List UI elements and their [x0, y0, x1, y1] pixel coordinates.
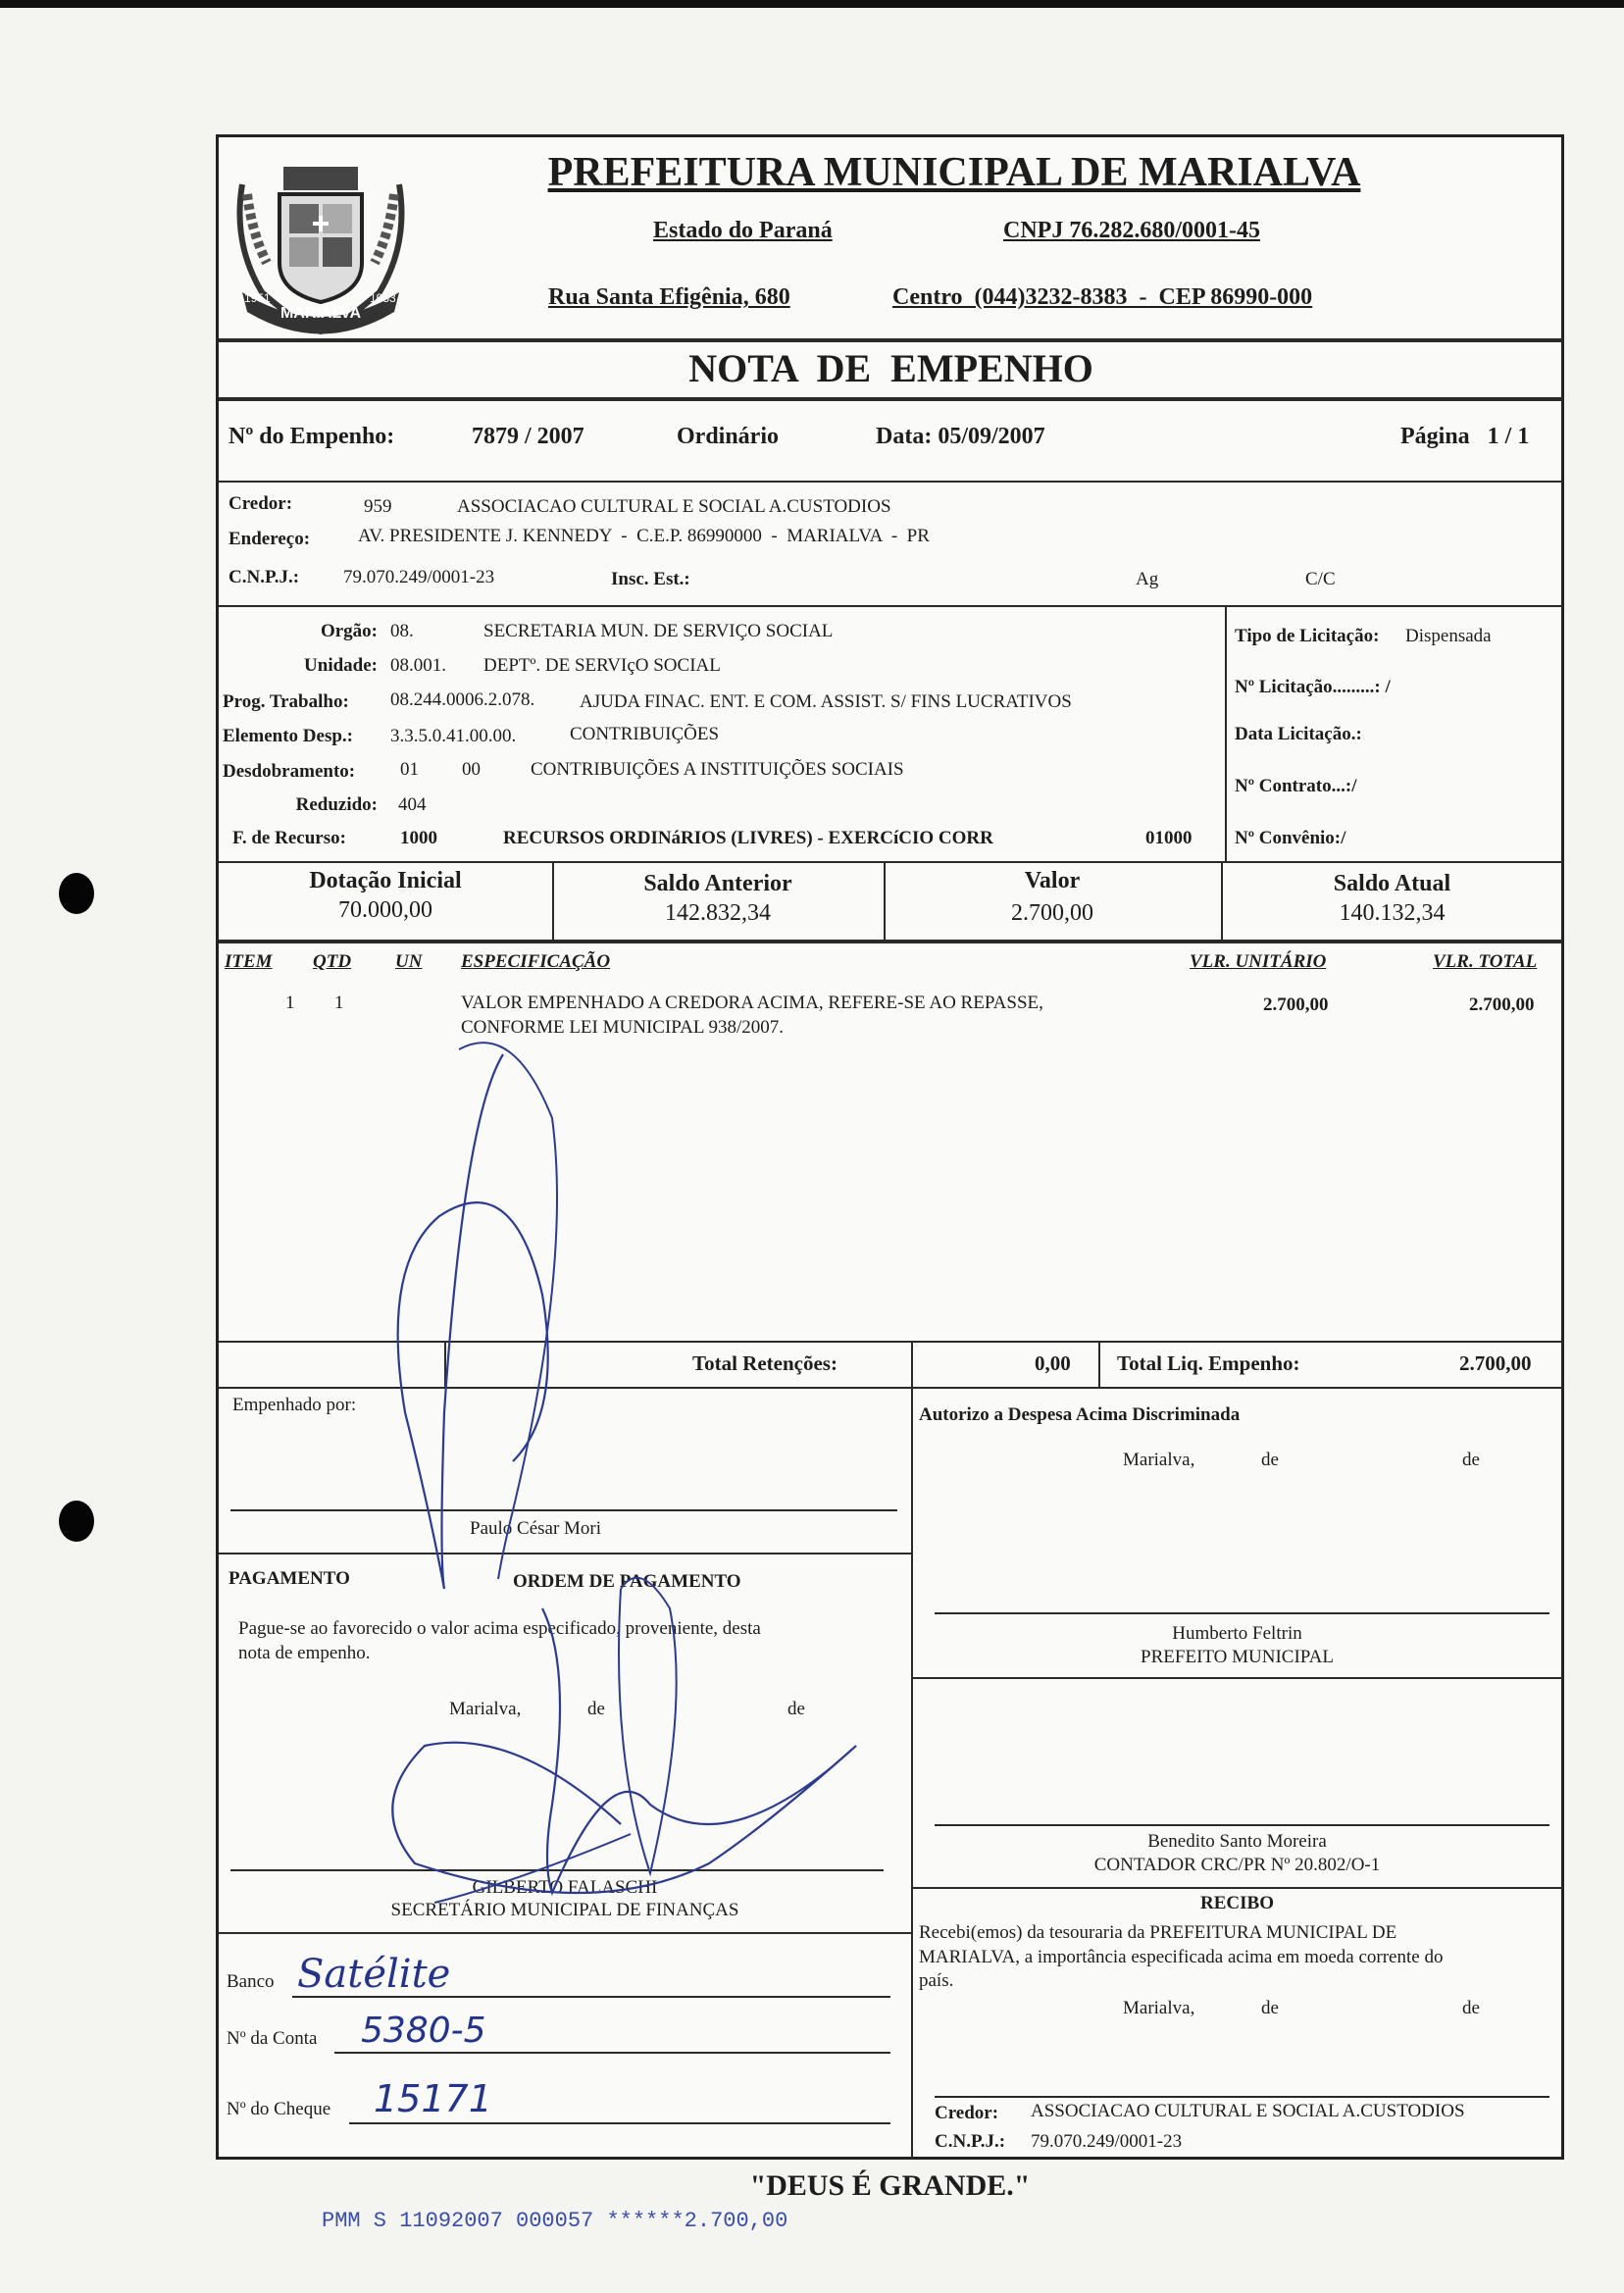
desdobramento-label: Desdobramento: [223, 761, 356, 782]
tipo-licitacao-label: Tipo de Licitação: [1235, 626, 1380, 646]
recibo-text-line2: MARIALVA, a importância especificada acima em moeda corrente do [919, 1947, 1444, 1967]
tipo-licitacao: Dispensada [1405, 626, 1492, 646]
empenhado-por-label: Empenhado por: [232, 1395, 357, 1415]
autorizo-de1: de [1261, 1450, 1279, 1470]
pagamento-de1: de [587, 1699, 605, 1719]
data-licitacao: Data Licitação.: [1235, 724, 1362, 744]
item-vlr-total: 2.700,00 [1469, 994, 1535, 1015]
punch-hole [59, 1501, 94, 1542]
svg-text:1953: 1953 [370, 291, 396, 305]
recibo-de2: de [1462, 1998, 1480, 2018]
insc-est-label: Insc. Est.: [611, 569, 690, 589]
saldo-atual-label: Saldo Atual [1333, 871, 1451, 896]
conta-handwritten: 5380-5 [361, 2011, 486, 2051]
unidade-name: DEPTº. DE SERVIçO SOCIAL [483, 655, 721, 676]
recibo-text-line1: Recebi(emos) da tesouraria da PREFEITURA MUNICIPAL DE [919, 1922, 1397, 1943]
empenho-date: Data: 05/09/2007 [876, 424, 1045, 449]
fonte-recurso-num: 01000 [1145, 828, 1193, 848]
total-retencoes-value: 0,00 [1035, 1351, 1071, 1375]
col-un: UN [395, 951, 423, 972]
fonte-recurso-label: F. de Recurso: [232, 828, 346, 848]
total-retencoes-label: Total Retenções: [692, 1351, 837, 1375]
orgao-label: Orgão: [320, 621, 378, 641]
dotacao-inicial-label: Dotação Inicial [309, 868, 462, 893]
autorizo-label: Autorizo a Despesa Acima Discriminada [919, 1404, 1241, 1425]
credor-cnpj: 79.070.249/0001-23 [343, 567, 495, 587]
recibo-label: RECIBO [1200, 1893, 1274, 1913]
pagamento-text-line2: nota de empenho. [238, 1643, 371, 1663]
page-indicator: Página 1 / 1 [1400, 424, 1530, 449]
saldo-anterior-label: Saldo Anterior [643, 871, 792, 896]
reduzido-label: Reduzido: [295, 794, 378, 815]
cc-label: C/C [1305, 569, 1336, 589]
pagamento-label: PAGAMENTO [228, 1568, 350, 1589]
fonte-recurso-code: 1000 [400, 828, 437, 848]
dotacao-inicial-value: 70.000,00 [338, 897, 432, 923]
numero-licitacao: Nº Licitação.........: / [1235, 677, 1391, 697]
recibo-credor-name: ASSOCIACAO CULTURAL E SOCIAL A.CUSTODIOS [1031, 2101, 1465, 2121]
signature-stroke [459, 1043, 557, 1579]
punch-hole [59, 873, 94, 914]
orgao-name: SECRETARIA MUN. DE SERVIÇO SOCIAL [483, 621, 834, 641]
pagamento-city: Marialva, [449, 1699, 522, 1719]
header-state: Estado do Paraná [653, 218, 833, 243]
credor-label: Credor: [228, 493, 293, 514]
col-vlr-unitario: VLR. UNITÁRIO [1190, 951, 1327, 972]
conta-label: Nº da Conta [227, 2028, 318, 2049]
banco-handwritten: Satélite [297, 1952, 451, 1997]
prefeito-title: PREFEITO MUNICIPAL [1141, 1647, 1334, 1667]
cnpj-label: C.N.P.J.: [228, 567, 300, 587]
header-contact: Centro (044)3232-8383 - CEP 86990-000 [892, 284, 1313, 310]
secretario-title: SECRETÁRIO MUNICIPAL DE FINANÇAS [390, 1900, 739, 1920]
credor-code: 959 [364, 496, 392, 517]
cheque-handwritten: 15171 [374, 2077, 492, 2120]
prog-trabalho-code: 08.244.0006.2.078. [390, 689, 535, 710]
header-address: Rua Santa Efigênia, 680 [548, 284, 790, 310]
desdobramento-code2: 00 [462, 759, 481, 780]
item-desc-line2: CONFORME LEI MUNICIPAL 938/2007. [461, 1017, 785, 1038]
col-qtd: QTD [313, 951, 352, 972]
unidade-code: 08.001. [390, 655, 446, 676]
svg-text:MARIALVA: MARIALVA [279, 305, 362, 322]
valor-label: Valor [1024, 868, 1081, 893]
total-liq-label: Total Liq. Empenho: [1117, 1351, 1300, 1375]
credor-address: AV. PRESIDENTE J. KENNEDY - C.E.P. 86990000 - MARIALVA - PR [358, 526, 930, 546]
motto: "DEUS É GRANDE." [749, 2169, 1031, 2202]
banco-label: Banco [227, 1971, 275, 1992]
endereco-label: Endereço: [228, 529, 311, 549]
prefeito-name: Humberto Feltrin [1172, 1623, 1302, 1644]
scan-edge [0, 0, 1624, 8]
elemento-name: CONTRIBUIÇÕES [570, 724, 720, 744]
signatures [219, 137, 1563, 2158]
numero-contrato: Nº Contrato...:/ [1235, 776, 1357, 796]
pagamento-text-line1: Pague-se ao favorecido o valor acima especificado, proveniente, desta [238, 1618, 761, 1639]
elemento-label: Elemento Desp.: [223, 726, 353, 746]
prog-trabalho-label: Prog. Trabalho: [223, 691, 349, 712]
secretario-name: GILBERTO FALASCHI [472, 1877, 658, 1898]
item-number: 1 [285, 993, 295, 1013]
ag-label: Ag [1136, 569, 1159, 589]
empenho-number: 7879 / 2007 [472, 424, 584, 449]
reduzido-value: 404 [398, 794, 427, 815]
recibo-cnpj: 79.070.249/0001-23 [1031, 2131, 1183, 2152]
recibo-text-line3: país. [919, 1970, 954, 1991]
recibo-city: Marialva, [1123, 1998, 1195, 2018]
empenhado-por-name: Paulo César Mori [470, 1518, 602, 1539]
autorizo-de2: de [1462, 1450, 1480, 1470]
empenho-type: Ordinário [677, 424, 780, 449]
saldo-anterior-value: 142.832,34 [665, 900, 771, 926]
signature-loop [619, 1578, 677, 1873]
payment-stamp: PMM S 11092007 000057 ******2.700,00 [322, 2209, 788, 2233]
unidade-label: Unidade: [304, 655, 378, 676]
item-desc-line1: VALOR EMPENHADO A CREDORA ACIMA, REFERE-SE AO REPASSE, [461, 993, 1043, 1013]
fonte-recurso-name: RECURSOS ORDINáRIOS (LIVRES) - EXERCíCIO CORR [503, 828, 993, 848]
prog-trabalho-name: AJUDA FINAC. ENT. E COM. ASSIST. S/ FINS LUCRATIVOS [580, 691, 1072, 712]
col-especificacao: ESPECIFICAÇÃO [461, 951, 611, 972]
desdobramento-code1: 01 [400, 759, 419, 780]
elemento-code: 3.3.5.0.41.00.00. [390, 726, 517, 746]
item-qtd: 1 [334, 993, 344, 1013]
contador-title: CONTADOR CRC/PR Nº 20.802/O-1 [1093, 1855, 1381, 1875]
recibo-credor-label: Credor: [935, 2103, 999, 2123]
pagamento-de2: de [787, 1699, 805, 1719]
empenho-number-label: Nº do Empenho: [228, 424, 395, 449]
total-liq-value: 2.700,00 [1459, 1351, 1532, 1375]
item-vlr-unitario: 2.700,00 [1263, 994, 1329, 1015]
header-title: PREFEITURA MUNICIPAL DE MARIALVA [547, 150, 1361, 195]
col-item: ITEM [225, 951, 273, 972]
contador-name: Benedito Santo Moreira [1147, 1831, 1327, 1852]
saldo-atual-value: 140.132,34 [1339, 900, 1446, 926]
col-vlr-total: VLR. TOTAL [1433, 951, 1538, 972]
signature-empenhado [398, 1054, 548, 1589]
nota-empenho-form [216, 134, 1564, 2160]
recibo-cnpj-label: C.N.P.J.: [935, 2131, 1006, 2152]
numero-convenio: Nº Convênio:/ [1235, 828, 1346, 848]
desdobramento-name: CONTRIBUIÇÕES A INSTITUIÇÕES SOCIAIS [531, 759, 904, 780]
orgao-code: 08. [390, 621, 414, 641]
svg-text:1951: 1951 [244, 291, 271, 305]
credor-name: ASSOCIACAO CULTURAL E SOCIAL A.CUSTODIOS [457, 496, 891, 517]
recibo-de1: de [1261, 1998, 1279, 2018]
header-cnpj: CNPJ 76.282.680/0001-45 [1003, 218, 1260, 243]
ordem-pagamento-label: ORDEM DE PAGAMENTO [513, 1571, 741, 1592]
cheque-label: Nº do Cheque [227, 2099, 331, 2119]
document-title: NOTA DE EMPENHO [688, 346, 1093, 390]
valor-value: 2.700,00 [1011, 900, 1093, 926]
autorizo-city: Marialva, [1123, 1450, 1195, 1470]
